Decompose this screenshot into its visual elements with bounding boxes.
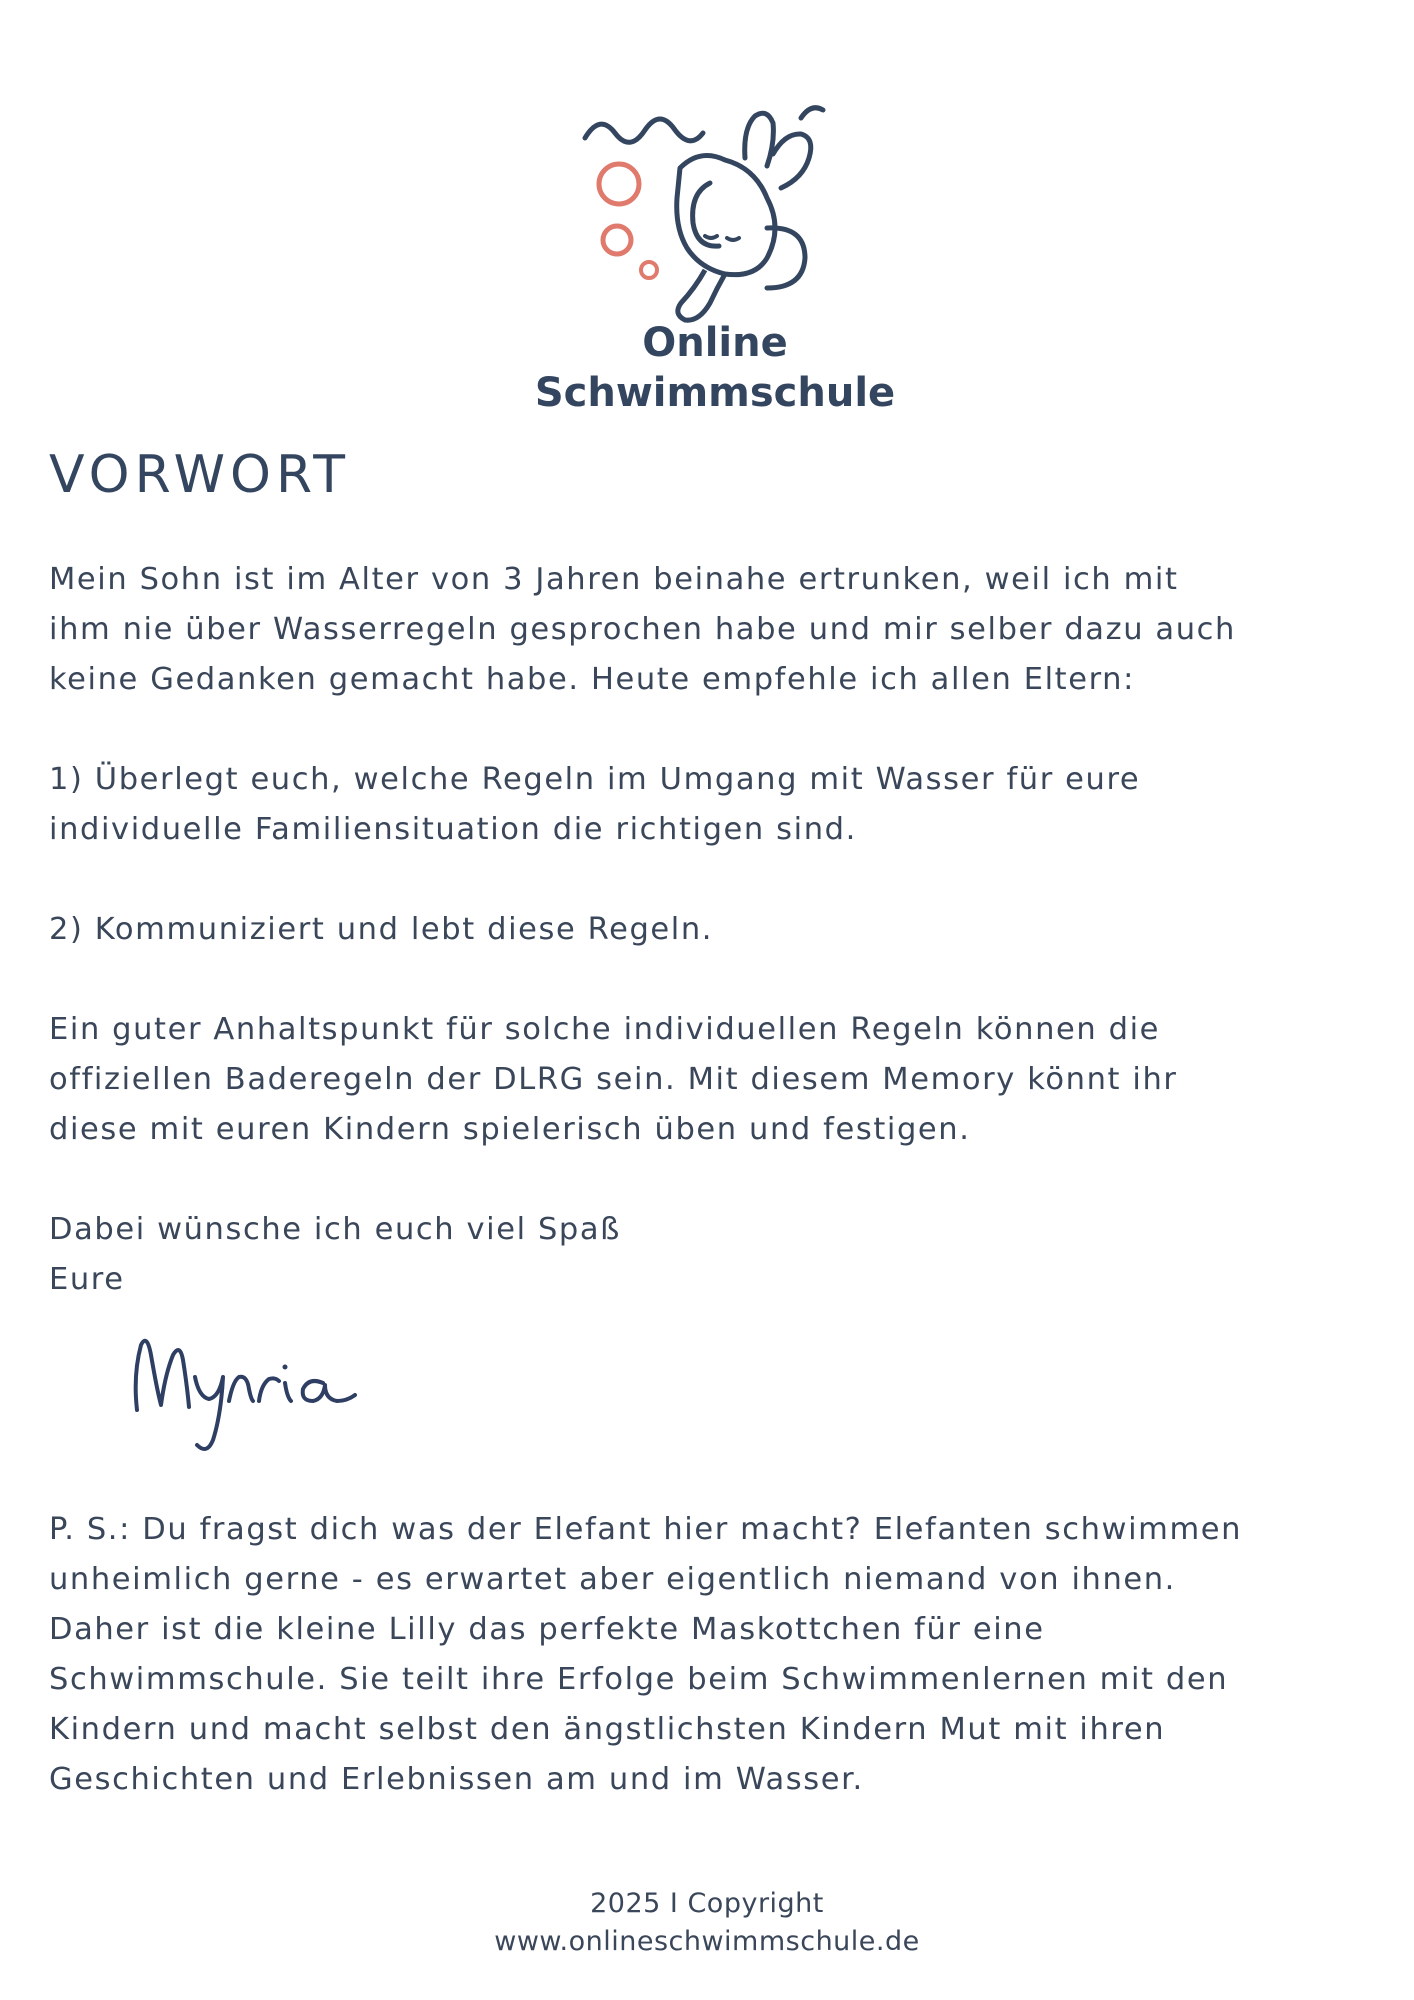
rule-two-paragraph: 2) Kommuniziert und lebt diese Regeln. (49, 912, 714, 947)
signature (125, 1315, 395, 1465)
closing-paragraph: Dabei wünsche ich euch viel Spaß Eure (49, 1212, 621, 1297)
logo-name-line1: Online (642, 320, 788, 366)
footer-website-link[interactable]: www.onlineschwimmschule.de (494, 1926, 920, 1957)
page-title: VORWORT (49, 445, 351, 505)
rule-one-paragraph: 1) Überlegt euch, welche Regeln im Umgang mit Wasser für eure individuelle Familiensituation die richtigen sind. (49, 762, 1141, 847)
intro-paragraph: Mein Sohn ist im Alter von 3 Jahren beinahe ertrunken, weil ich mit ihm nie über Wasserregeln gesprochen habe und mir selber dazu auch keine Gedanken gemacht habe. Heute empfehle ich allen Eltern: (49, 562, 1236, 697)
logo-name-line2: Schwimmschule (534, 370, 896, 416)
dlrg-paragraph: Ein guter Anhaltspunkt für solche individuellen Regeln können die offiziellen Baderegeln der DLRG sein. Mit diesem Memory könnt ihr diese mit euren Kindern spielerisch üben und festigen. (49, 1012, 1178, 1147)
elephant-swimming-icon (505, 88, 925, 418)
logo (505, 88, 925, 418)
footer-copyright: 2025 I Copyright (590, 1888, 824, 1919)
ps-paragraph: P. S.: Du fragst dich was der Elefant hier macht? Elefanten schwimmen unheimlich gerne - es erwartet aber eigentlich niemand von ihnen. Daher ist die kleine Lilly das perfekte Maskottchen für eine Schwimmschule. Sie teilt ihre Erfolge beim Schwimmenlernen mit den Kindern und macht selbst den ängstlichsten Kindern Mut mit ihren Geschichten und Erlebnissen am und im Wasser. (49, 1512, 1243, 1797)
